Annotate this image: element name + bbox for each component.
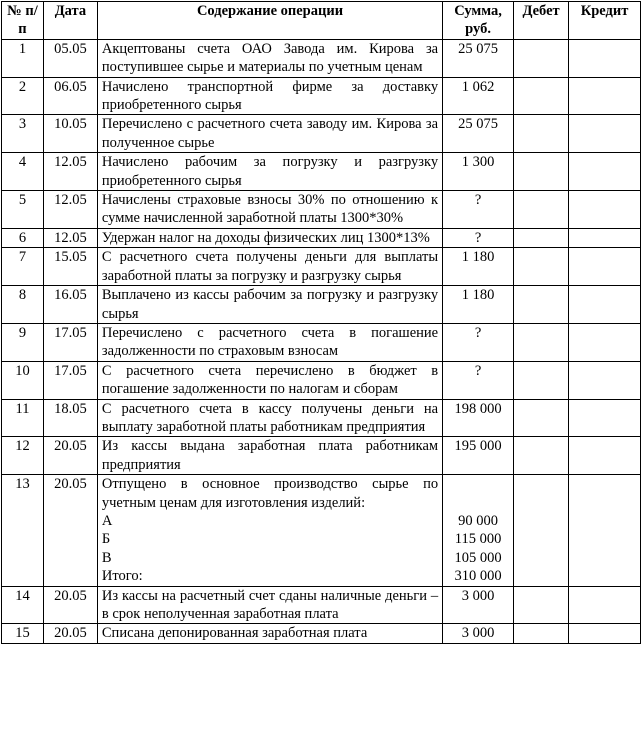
description-line: Перечислено с расчетного счета заводу им. Кирова за полученное сырье [101, 116, 439, 151]
row-debit-cell [514, 323, 569, 361]
row-number: 1 [2, 39, 44, 77]
row-credit-cell [569, 323, 641, 361]
row-date: 15.05 [43, 248, 97, 286]
row-debit-cell [514, 39, 569, 77]
row-debit-cell [514, 286, 569, 324]
row-date: 06.05 [43, 77, 97, 115]
table-row [2, 228, 641, 247]
table-row [2, 115, 641, 153]
description-line: Акцептованы счета ОАО Завода им. Кирова за поступившее сырье и материалы по учетным ценам [101, 40, 439, 76]
row-description [97, 399, 442, 437]
row-description [97, 361, 442, 399]
amount-line: 25 075 [458, 116, 499, 133]
row-amount [443, 286, 514, 324]
row-number: 6 [2, 228, 44, 247]
row-amount [443, 399, 514, 437]
description-line: С расчетного счета перечислено в бюджет в погашение задолженности по налогам и сборам [101, 362, 439, 398]
header-desc: Содержание операции [97, 2, 442, 40]
row-description [97, 228, 442, 247]
row-amount [443, 323, 514, 361]
amount-line: 115 000 [454, 531, 502, 548]
row-amount [443, 115, 514, 153]
amount-line: 1 180 [461, 249, 495, 266]
row-debit-cell [514, 77, 569, 115]
row-date: 16.05 [43, 286, 97, 324]
row-number: 15 [2, 624, 44, 643]
row-description [97, 323, 442, 361]
row-description [97, 437, 442, 475]
row-number: 2 [2, 77, 44, 115]
row-amount [443, 475, 514, 586]
description-line: Начислено рабочим за погрузку и разгрузку приобретенного сырья [101, 154, 439, 189]
amount-line: ? [474, 192, 482, 209]
row-debit-cell [514, 228, 569, 247]
row-description [97, 191, 442, 229]
row-description [97, 39, 442, 77]
amount-line: 3 000 [461, 587, 495, 604]
row-debit-cell [514, 586, 569, 624]
row-number: 8 [2, 286, 44, 324]
row-debit-cell [514, 475, 569, 586]
row-number: 11 [2, 399, 44, 437]
row-amount [443, 228, 514, 247]
row-debit-cell [514, 191, 569, 229]
table-row [2, 248, 641, 286]
row-description [97, 624, 442, 643]
row-amount [443, 586, 514, 624]
table-row [2, 624, 641, 643]
row-number: 10 [2, 361, 44, 399]
description-line: Перечислено с расчетного счета в погашение задолженности по страховым взносам [101, 324, 439, 360]
row-number: 4 [2, 153, 44, 191]
header-credit: Кредит [569, 2, 641, 40]
row-credit-cell [569, 399, 641, 437]
row-date: 20.05 [43, 586, 97, 624]
row-credit-cell [569, 39, 641, 77]
table-row [2, 399, 641, 437]
row-date: 17.05 [43, 361, 97, 399]
row-amount [443, 191, 514, 229]
row-credit-cell [569, 586, 641, 624]
description-line: Отпущено в основное производство сырье по учетным ценам для изготовления изделий: [101, 476, 439, 511]
row-number: 13 [2, 475, 44, 586]
row-date: 05.05 [43, 39, 97, 77]
table-row [2, 586, 641, 624]
row-credit-cell [569, 286, 641, 324]
row-date: 18.05 [43, 399, 97, 437]
row-number: 3 [2, 115, 44, 153]
row-description [97, 586, 442, 624]
description-line: Б [101, 531, 111, 548]
row-debit-cell [514, 624, 569, 643]
header-debit: Дебет [514, 2, 569, 40]
amount-line [447, 475, 509, 493]
header-sum: Сумма, руб. [443, 2, 514, 40]
description-line: Начислено транспортной фирме за доставку приобретенного сырья [101, 78, 439, 114]
amount-line: 198 000 [454, 400, 502, 417]
header-num: № п/п [2, 2, 44, 40]
row-date: 17.05 [43, 323, 97, 361]
row-credit-cell [569, 77, 641, 115]
description-line: Из кассы на расчетный счет сданы наличные деньги – в срок неполученная заработная плата [101, 587, 439, 622]
row-credit-cell [569, 248, 641, 286]
row-credit-cell [569, 437, 641, 475]
row-amount [443, 77, 514, 115]
row-number: 14 [2, 586, 44, 624]
row-description [97, 248, 442, 286]
row-amount [443, 624, 514, 643]
table-row [2, 475, 641, 586]
row-debit-cell [514, 437, 569, 475]
description-line: С расчетного счета в кассу получены деньги на выплату заработной платы работникам предприятия [101, 400, 439, 435]
amount-line: 1 300 [461, 154, 495, 171]
row-date: 12.05 [43, 191, 97, 229]
row-date: 12.05 [43, 228, 97, 247]
row-number: 9 [2, 323, 44, 361]
description-line: Начислены страховые взносы 30% по отношению к сумме начисленной заработной платы 1300*30% [101, 192, 439, 227]
amount-line: 195 000 [454, 438, 502, 455]
amount-line: 3 000 [461, 625, 495, 642]
table-row [2, 191, 641, 229]
row-credit-cell [569, 191, 641, 229]
row-date: 10.05 [43, 115, 97, 153]
description-line: Итого: [101, 568, 143, 585]
table-row [2, 153, 641, 191]
row-credit-cell [569, 115, 641, 153]
description-line: Из кассы выдана заработная плата работникам предприятия [101, 438, 439, 473]
table-row [2, 361, 641, 399]
operations-table [1, 1, 641, 644]
row-date: 20.05 [43, 624, 97, 643]
description-line: С расчетного счета получены деньги для выплаты заработной платы за погрузку и разгрузку сырья [101, 249, 439, 284]
row-amount [443, 248, 514, 286]
row-debit-cell [514, 248, 569, 286]
row-credit-cell [569, 624, 641, 643]
row-debit-cell [514, 361, 569, 399]
amount-line [447, 494, 509, 512]
row-description [97, 286, 442, 324]
amount-line: ? [474, 229, 482, 246]
row-credit-cell [569, 475, 641, 586]
row-number: 7 [2, 248, 44, 286]
amount-line: 90 000 [458, 512, 499, 529]
row-date: 20.05 [43, 475, 97, 586]
row-number: 5 [2, 191, 44, 229]
description-line: Списана депонированная заработная плата [101, 625, 368, 642]
row-debit-cell [514, 115, 569, 153]
row-amount [443, 437, 514, 475]
row-credit-cell [569, 153, 641, 191]
table-row [2, 39, 641, 77]
row-date: 12.05 [43, 153, 97, 191]
table-row [2, 286, 641, 324]
amount-line: ? [474, 362, 482, 379]
table-row [2, 437, 641, 475]
header-row [2, 2, 641, 40]
row-credit-cell [569, 228, 641, 247]
row-credit-cell [569, 361, 641, 399]
row-amount [443, 39, 514, 77]
table-row [2, 77, 641, 115]
table-row [2, 323, 641, 361]
header-date: Дата [43, 2, 97, 40]
description-line: В [101, 549, 112, 566]
row-description [97, 153, 442, 191]
row-debit-cell [514, 399, 569, 437]
row-debit-cell [514, 153, 569, 191]
row-description [97, 77, 442, 115]
row-description [97, 475, 442, 586]
amount-line: 105 000 [454, 549, 502, 566]
description-line: Выплачено из кассы рабочим за погрузку и разгрузку сырья [101, 287, 439, 322]
amount-line: ? [474, 324, 482, 341]
row-amount [443, 361, 514, 399]
description-line: Удержан налог на доходы физических лиц 1300*13% [101, 229, 430, 246]
amount-line: 1 180 [461, 287, 495, 304]
description-line: А [101, 512, 113, 529]
row-amount [443, 153, 514, 191]
amount-line: 25 075 [458, 40, 499, 57]
amount-line: 310 000 [454, 568, 502, 585]
row-date: 20.05 [43, 437, 97, 475]
row-number: 12 [2, 437, 44, 475]
amount-line: 1 062 [461, 78, 495, 95]
row-description [97, 115, 442, 153]
